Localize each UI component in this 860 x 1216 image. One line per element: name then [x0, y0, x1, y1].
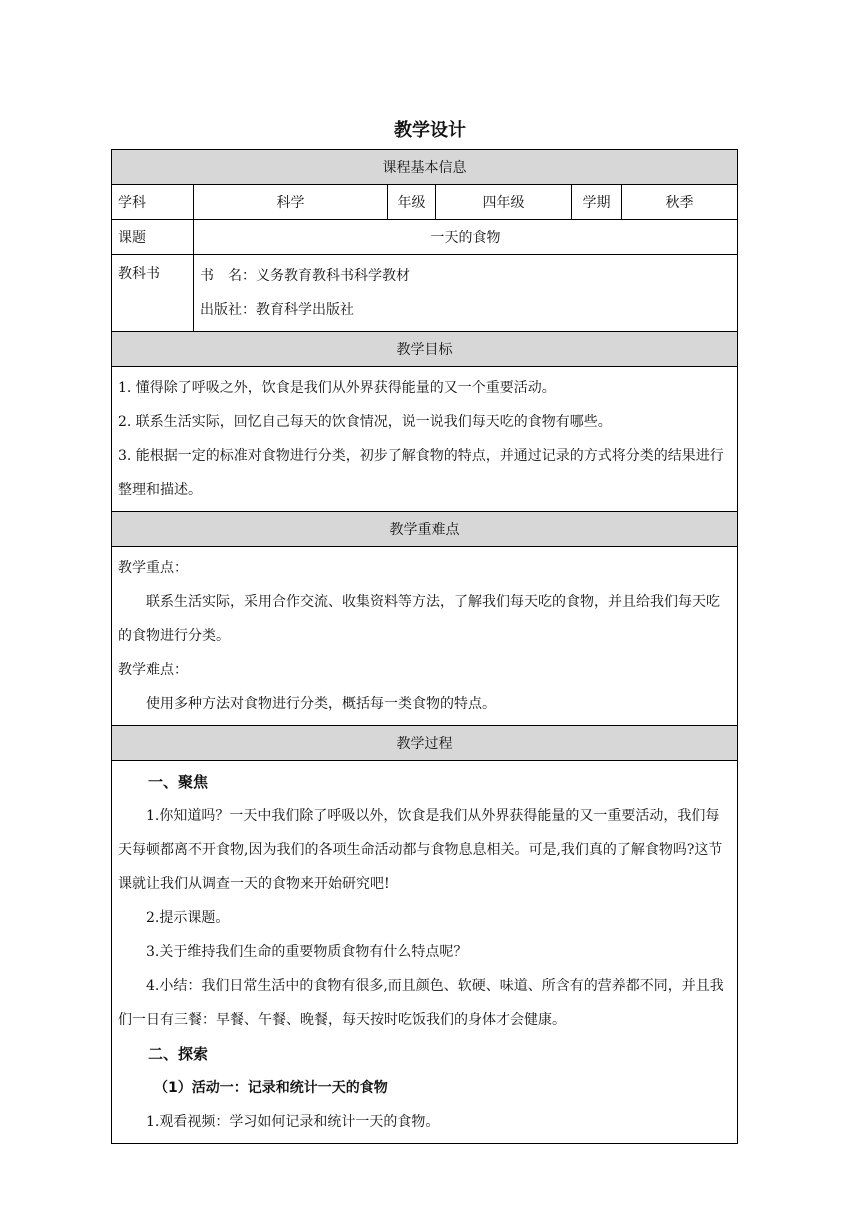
process-header: 教学过程 [112, 726, 738, 761]
process-header-row [112, 726, 738, 761]
subject-row [112, 185, 738, 220]
process-row [112, 761, 738, 1144]
topic-row [112, 220, 738, 255]
objectives-list [112, 367, 738, 512]
process-content [112, 761, 738, 1144]
document-title: 教学设计 [394, 120, 466, 141]
textbook-label: 教科书 [112, 255, 194, 332]
textbook-name: 书 名：义务教育教科书科学教材 [200, 268, 410, 284]
topic-label: 课题 [112, 220, 194, 255]
term-value: 秋季 [622, 185, 738, 220]
objectives-header-row [112, 332, 738, 367]
difficulty-label: 教学难点： [118, 662, 188, 678]
activity1-heading: （1）活动一：记录和统计一天的食物 [154, 1080, 388, 1096]
key-points-header: 教学重难点 [112, 512, 738, 547]
textbook-publisher: 出版社：教育科学出版社 [200, 302, 354, 318]
subject-label: 学科 [112, 185, 194, 220]
key-points-header-row [112, 512, 738, 547]
topic-value: 一天的食物 [194, 220, 738, 255]
process-paragraph: 3.关于维持我们生命的重要物质食物有什么特点呢？ [146, 944, 468, 960]
subject-value: 科学 [194, 185, 388, 220]
term-label: 学期 [572, 185, 622, 220]
basic-info-header-row [112, 150, 738, 185]
grade-value: 四年级 [436, 185, 572, 220]
focus-text: 联系生活实际，采用合作交流、收集资料等方法，了解我们每天吃的食物，并且给我们每天吃的食物进行分类。 [118, 594, 720, 644]
process-paragraph: 1.观看视频：学习如何记录和统计一天的食物。 [146, 1114, 440, 1130]
objective-item: 3. 能根据一定的标准对食物进行分类，初步了解食物的特点，并通过记录的方式将分类的结果进行整理和描述。 [118, 448, 724, 498]
basic-info-header: 课程基本信息 [112, 150, 738, 185]
objectives-row [112, 367, 738, 512]
process-paragraph: 4.小结：我们日常生活中的食物有很多,而且颜色、软硬、味道、所含有的营养都不同，并且我们一日有三餐：早餐、午餐、晚餐，每天按时吃饭我们的身体才会健康。 [118, 978, 724, 1028]
objective-item: 1. 懂得除了呼吸之外，饮食是我们从外界获得能量的又一个重要活动。 [118, 380, 556, 396]
process-paragraph: 1.你知道吗？一天中我们除了呼吸以外，饮食是我们从外界获得能量的又一重要活动，我们每天每顿都离不开食物,因为我们的各项生命活动都与食物息息相关。可是,我们真的了解食物吗?这节课就让我们从调查一天的食物来开始研究吧! [118, 808, 723, 892]
part1-heading: 一、聚焦 [148, 773, 209, 791]
key-points-content [112, 547, 738, 726]
grade-label: 年级 [388, 185, 436, 220]
textbook-info [194, 255, 738, 332]
objective-item: 2. 联系生活实际，回忆自己每天的饮食情况，说一说我们每天吃的食物有哪些。 [118, 414, 612, 430]
lesson-plan-table [111, 149, 738, 1144]
textbook-row [112, 255, 738, 332]
focus-label: 教学重点： [118, 560, 188, 576]
process-paragraph: 2.提示课题。 [146, 910, 230, 926]
part2-heading: 二、探索 [148, 1045, 209, 1063]
key-points-row [112, 547, 738, 726]
objectives-header: 教学目标 [112, 332, 738, 367]
difficulty-text: 使用多种方法对食物进行分类，概括每一类食物的特点。 [146, 696, 496, 712]
